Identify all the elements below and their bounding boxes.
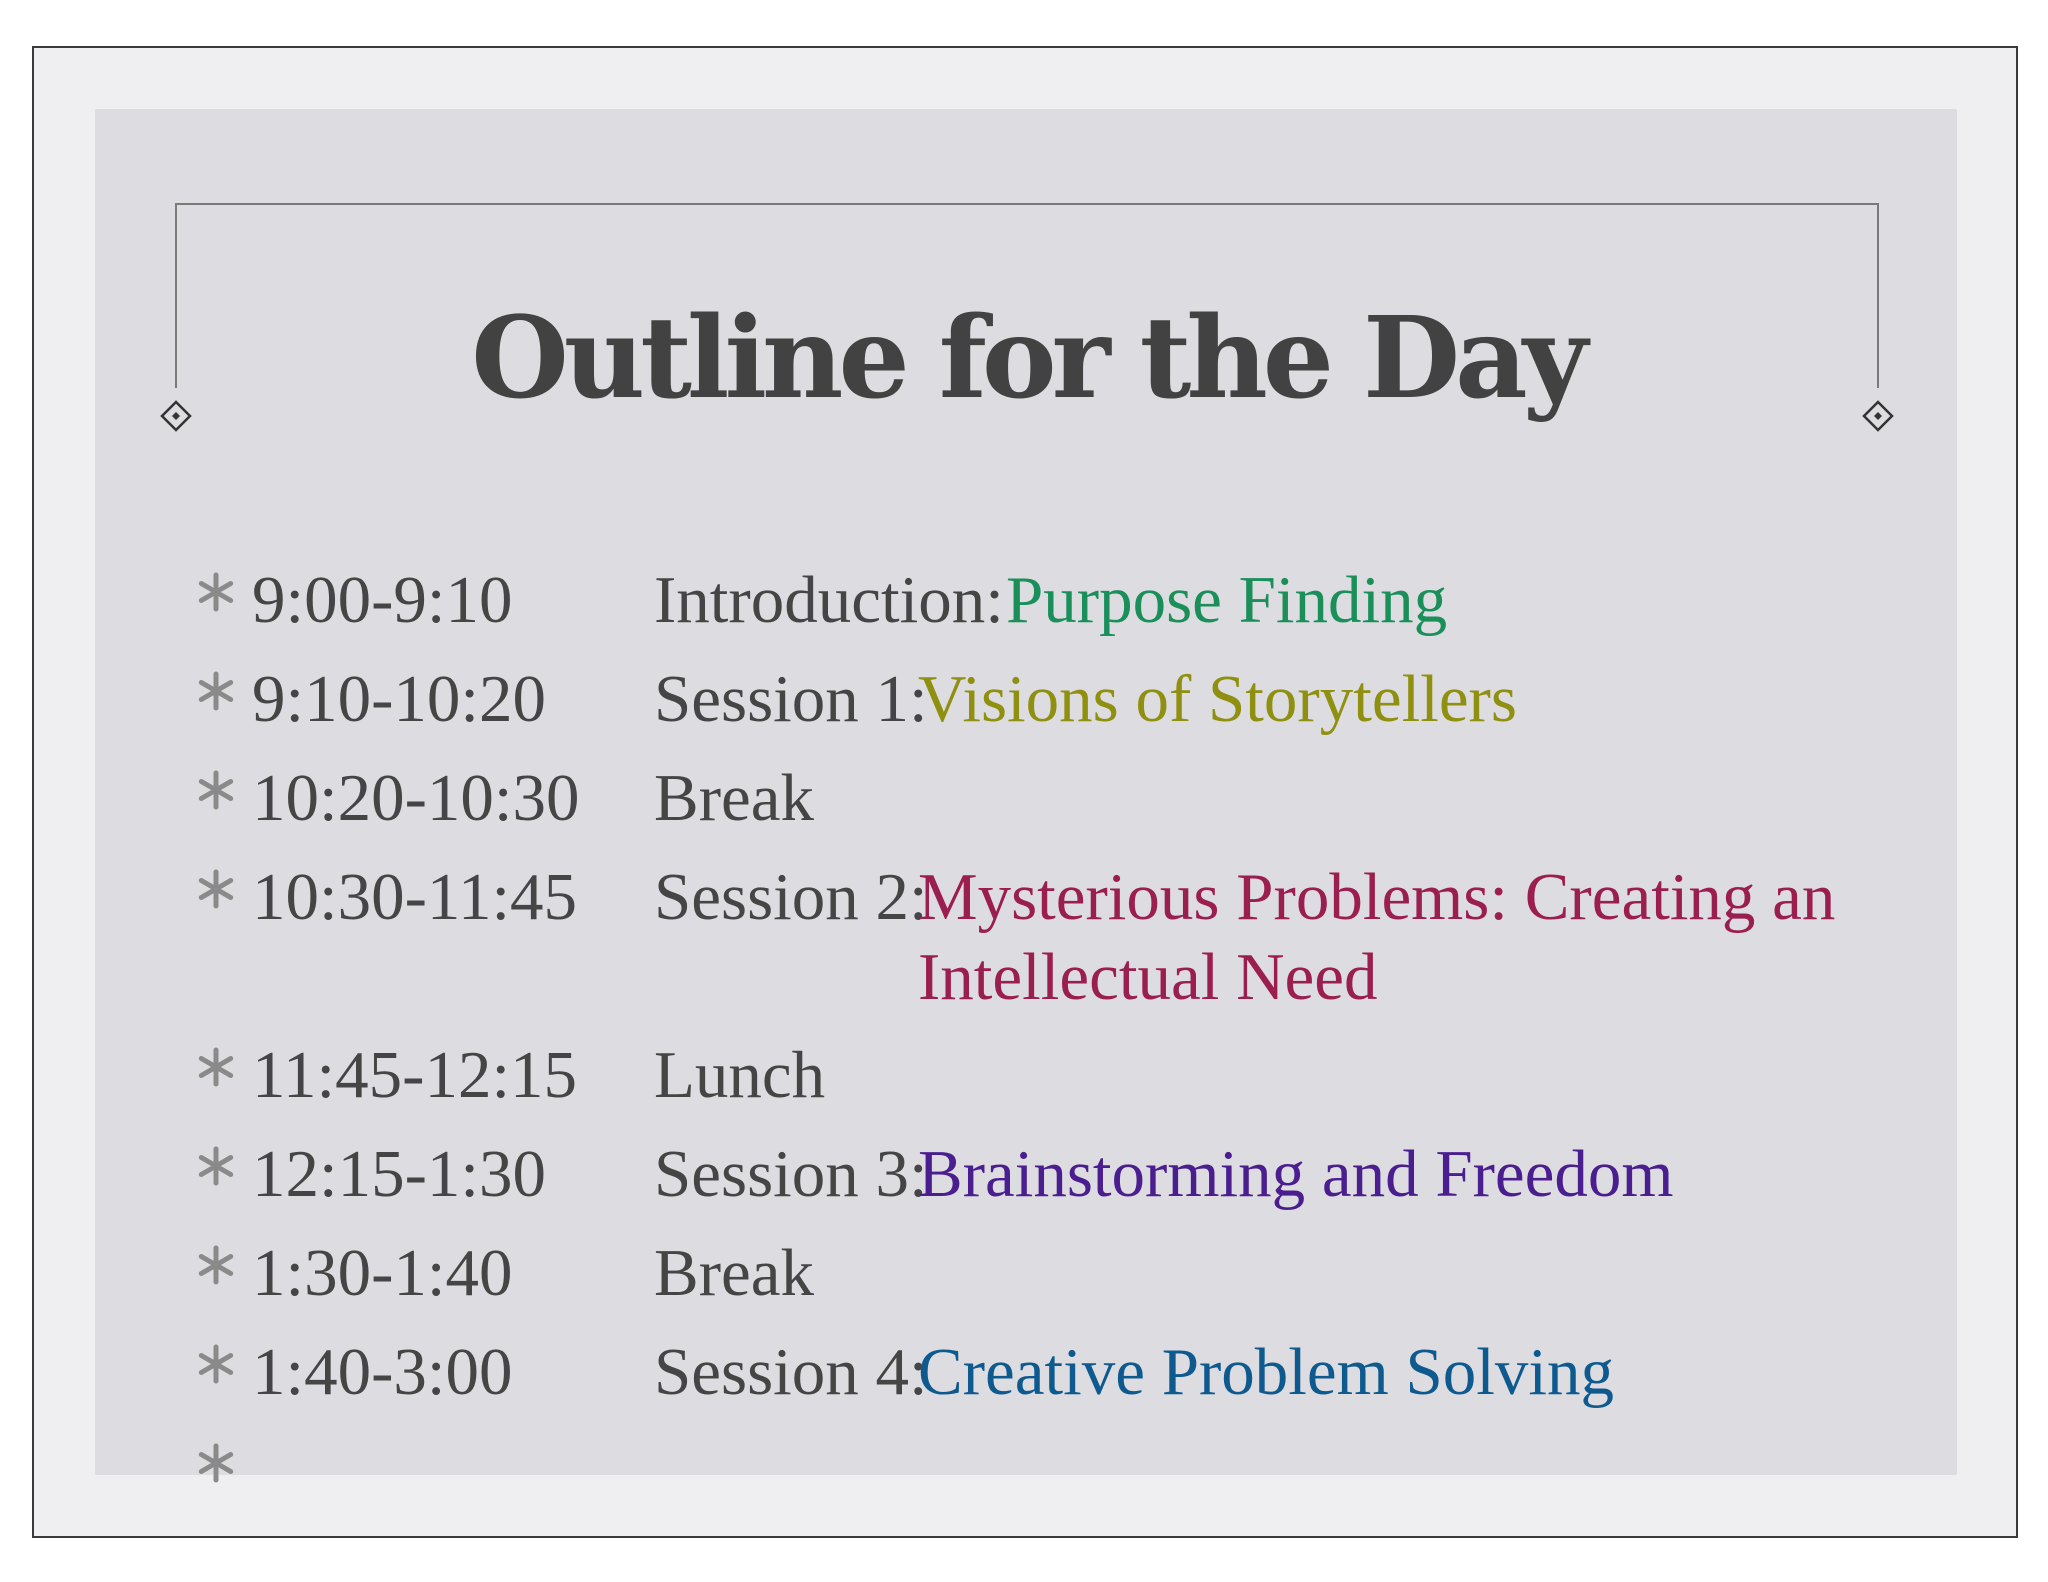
agenda-highlight: Purpose Finding — [1006, 563, 1448, 637]
agenda-item — [34, 560, 2018, 650]
agenda-highlight-continued: Intellectual Need — [918, 940, 1378, 1014]
asterisk-bullet-icon — [194, 1243, 238, 1287]
agenda-item — [34, 1035, 2018, 1125]
asterisk-bullet-icon — [194, 867, 238, 911]
agenda-time: 11:45-12:15 — [252, 1038, 578, 1112]
agenda-time: 1:40-3:00 — [252, 1335, 513, 1409]
agenda-item — [34, 1134, 2018, 1224]
agenda-time: 12:15-1:30 — [252, 1137, 547, 1211]
agenda-time: 9:10-10:20 — [252, 662, 547, 736]
agenda-list — [34, 48, 2018, 1538]
agenda-item — [34, 758, 2018, 848]
agenda-highlight: Creative Problem Solving — [918, 1335, 1614, 1409]
agenda-label: Introduction: — [654, 563, 1004, 637]
asterisk-bullet-icon — [194, 1045, 238, 1089]
asterisk-bullet-icon — [194, 669, 238, 713]
agenda-label: Session 3: — [654, 1137, 928, 1211]
agenda-highlight: Mysterious Problems: Creating an — [918, 860, 1836, 934]
agenda-label: Break — [654, 761, 814, 835]
asterisk-bullet-icon — [194, 570, 238, 614]
agenda-highlight: Brainstorming and Freedom — [918, 1137, 1674, 1211]
agenda-label: Break — [654, 1236, 814, 1310]
agenda-item — [34, 1233, 2018, 1323]
agenda-label: Session 2: — [654, 860, 928, 934]
agenda-item-empty — [34, 1431, 2018, 1521]
agenda-time: 10:30-11:45 — [252, 860, 578, 934]
agenda-highlight: Visions of Storytellers — [918, 662, 1517, 736]
asterisk-bullet-icon — [194, 768, 238, 812]
asterisk-bullet-icon — [194, 1342, 238, 1386]
agenda-label: Lunch — [654, 1038, 826, 1112]
agenda-label: Session 4: — [654, 1335, 928, 1409]
slide — [32, 46, 2018, 1538]
asterisk-bullet-icon — [194, 1441, 238, 1485]
agenda-item — [34, 857, 2018, 1027]
slide-title: Outline for the Day — [471, 293, 1583, 424]
agenda-time: 1:30-1:40 — [252, 1236, 513, 1310]
agenda-time: 9:00-9:10 — [252, 563, 513, 637]
agenda-label: Session 1: — [654, 662, 928, 736]
asterisk-bullet-icon — [194, 1144, 238, 1188]
agenda-item — [34, 659, 2018, 749]
agenda-time: 10:20-10:30 — [252, 761, 580, 835]
agenda-item — [34, 1332, 2018, 1422]
